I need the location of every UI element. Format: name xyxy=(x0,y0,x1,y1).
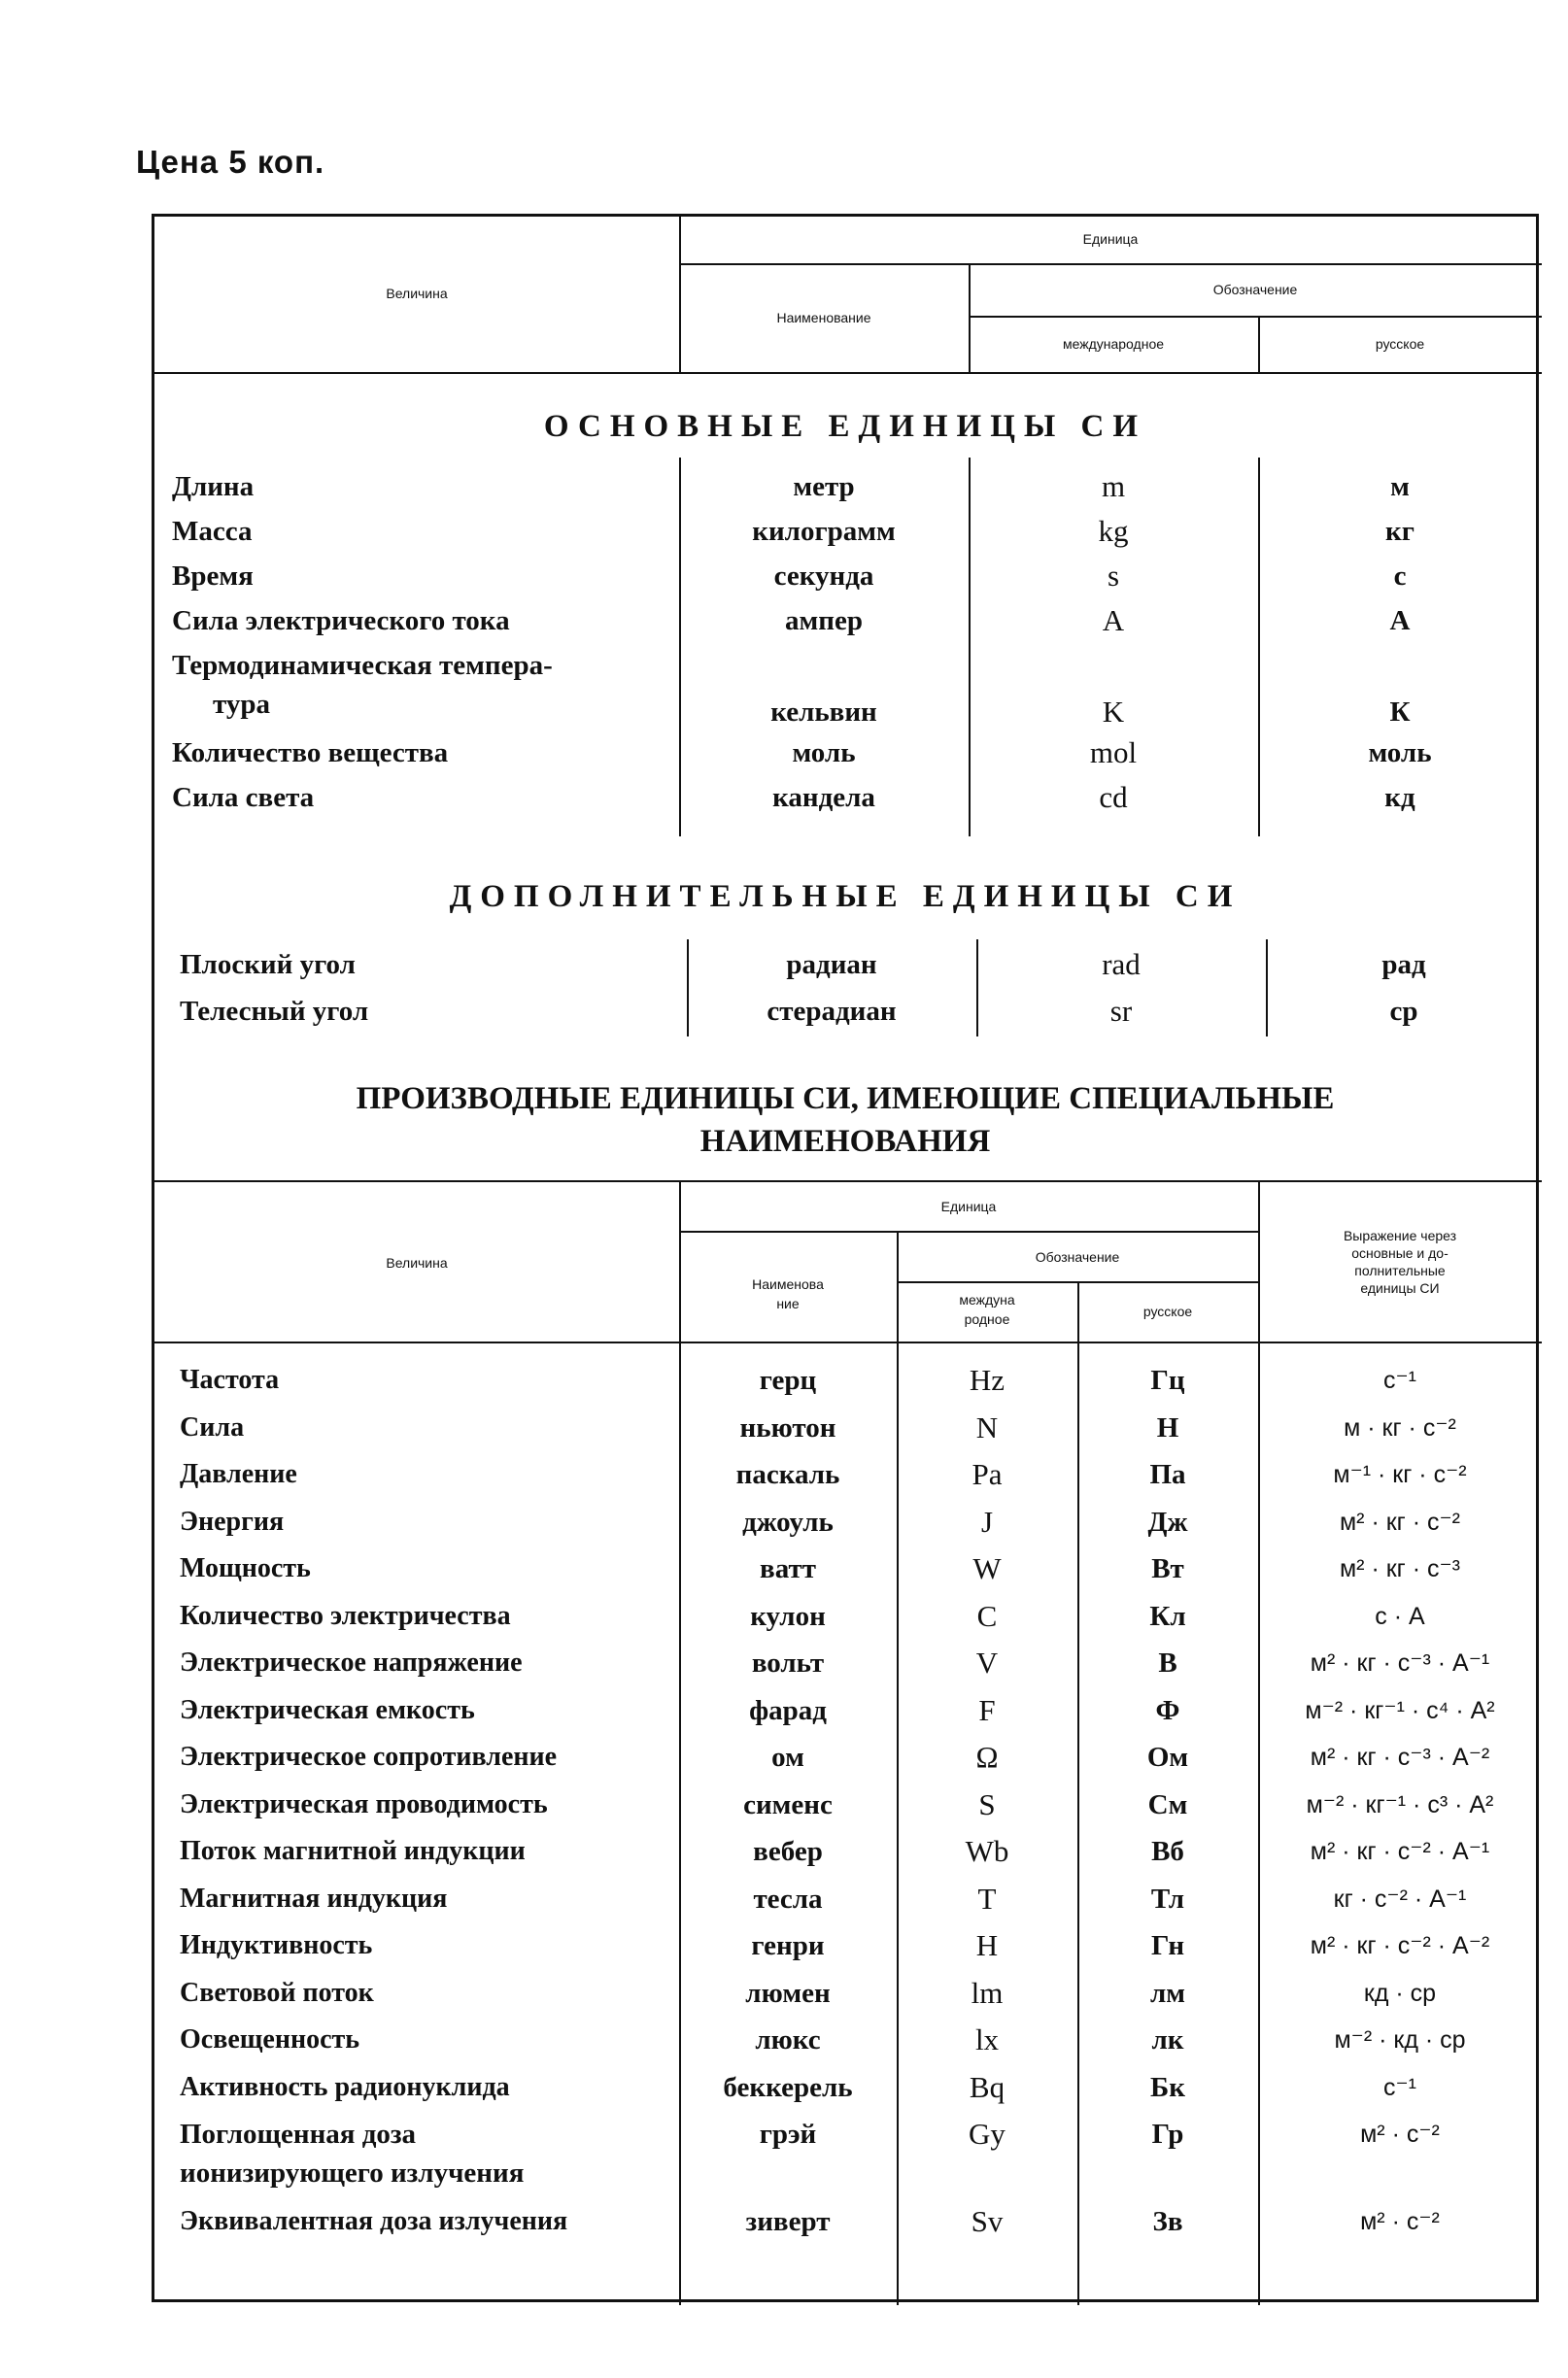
supplementary-unit-name: стерадиан xyxy=(767,996,897,1027)
derived-russian: Тл xyxy=(1150,1883,1185,1915)
base-russian: с xyxy=(1393,561,1407,592)
derived-quantity: Электрическое сопротивление xyxy=(180,1742,558,1772)
price-label: Цена 5 коп. xyxy=(136,144,325,180)
base-russian: кд xyxy=(1384,782,1415,813)
base-international: s xyxy=(1107,559,1120,593)
derived-unit-name: тесла xyxy=(753,1883,823,1915)
derived-header-expr-3: полнительные xyxy=(1354,1263,1446,1278)
derived-unit-name: паскаль xyxy=(735,1459,840,1490)
derived-unit-name: зиверт xyxy=(745,2206,831,2237)
base-unit-name: метр xyxy=(793,471,855,502)
derived-quantity: Активность радионуклида xyxy=(180,2071,510,2102)
base-russian: К xyxy=(1389,696,1411,728)
derived-units-title-line2: НАИМЕНОВАНИЯ xyxy=(699,1124,991,1159)
derived-russian: Гр xyxy=(1151,2119,1184,2150)
derived-units-title-line1: ПРОИЗВОДНЫЕ ЕДИНИЦЫ СИ, ИМЕЮЩИЕ СПЕЦИАЛЬНЫЕ xyxy=(356,1081,1335,1116)
derived-expression: м⁻² · кг⁻¹ · с⁴ · А² xyxy=(1305,1696,1495,1724)
derived-russian: Па xyxy=(1149,1459,1186,1490)
header-russian: русское xyxy=(1375,336,1425,352)
derived-quantity: Электрическое напряжение xyxy=(180,1648,523,1678)
derived-russian: Кл xyxy=(1149,1600,1186,1632)
derived-unit-name: вебер xyxy=(753,1836,823,1867)
derived-unit-name: джоуль xyxy=(742,1506,834,1538)
derived-quantity: Поглощенная доза xyxy=(180,2119,417,2150)
base-unit-name: ампер xyxy=(785,605,863,636)
derived-quantity: Электрическая проводимость xyxy=(180,1788,548,1819)
derived-quantity: Магнитная индукция xyxy=(180,1883,448,1914)
base-unit-name: килограмм xyxy=(752,516,896,547)
derived-quantity: Количество электричества xyxy=(180,1600,511,1631)
header-unit: Единица xyxy=(1082,231,1139,247)
base-international: K xyxy=(1102,695,1125,729)
derived-header-expr-4: единицы СИ xyxy=(1360,1280,1440,1296)
derived-quantity: Электрическая емкость xyxy=(180,1694,475,1725)
derived-russian: Ом xyxy=(1146,1742,1189,1773)
derived-russian: Бк xyxy=(1150,2071,1185,2103)
base-russian: кг xyxy=(1385,516,1415,547)
derived-quantity: Поток магнитной индукции xyxy=(180,1836,526,1866)
base-unit-name: кандела xyxy=(772,782,875,813)
derived-unit-name: люкс xyxy=(755,2024,821,2055)
derived-quantity: Мощность xyxy=(180,1553,311,1583)
derived-international: Bq xyxy=(969,2069,1006,2104)
derived-expression: м² · кг · с⁻³ · А⁻² xyxy=(1310,1744,1490,1771)
derived-quantity: Давление xyxy=(180,1459,297,1489)
supplementary-quantity: Плоский угол xyxy=(180,949,356,980)
base-unit-name: кельвин xyxy=(770,696,877,728)
derived-russian: Гн xyxy=(1150,1930,1185,1961)
header-quantity: Величина xyxy=(386,286,448,301)
derived-international: Gy xyxy=(969,2117,1006,2151)
supplementary-russian: ср xyxy=(1389,996,1418,1027)
derived-unit-name: герц xyxy=(759,1365,817,1396)
derived-russian: Вб xyxy=(1151,1836,1184,1867)
derived-russian: Гц xyxy=(1150,1365,1185,1396)
base-russian: моль xyxy=(1368,737,1432,768)
supplementary-unit-name: радиан xyxy=(786,949,877,980)
derived-unit-name: фарад xyxy=(749,1694,827,1726)
base-quantity: Масса xyxy=(172,516,253,547)
base-international: cd xyxy=(1099,780,1128,814)
derived-russian: В xyxy=(1158,1648,1177,1679)
derived-expression: м⁻¹ · кг · с⁻² xyxy=(1333,1461,1467,1488)
derived-russian: См xyxy=(1147,1788,1188,1820)
derived-russian: лк xyxy=(1151,2024,1184,2055)
base-russian: м xyxy=(1390,471,1410,502)
base-quantity-cont: тура xyxy=(213,689,270,720)
derived-expression: м² · кг · с⁻³ · А⁻¹ xyxy=(1310,1649,1490,1677)
derived-expression: с⁻¹ xyxy=(1382,1367,1417,1394)
derived-russian: лм xyxy=(1149,1977,1186,2009)
derived-russian: Ф xyxy=(1155,1694,1180,1726)
supplementary-international: sr xyxy=(1109,994,1133,1028)
derived-header-designation: Обозначение xyxy=(1035,1249,1120,1265)
derived-unit-name: грэй xyxy=(759,2119,817,2150)
derived-header-international-2: родное xyxy=(964,1311,1010,1327)
header-name: Наименование xyxy=(776,310,871,325)
derived-expression: кг · с⁻² · А⁻¹ xyxy=(1333,1885,1467,1913)
derived-russian: Дж xyxy=(1147,1506,1188,1538)
base-quantity: Сила света xyxy=(172,782,315,813)
derived-expression: м² · с⁻² xyxy=(1360,2208,1440,2235)
derived-unit-name: генри xyxy=(751,1930,825,1961)
derived-expression: с · А xyxy=(1375,1602,1425,1630)
header-international: международное xyxy=(1062,336,1165,352)
base-russian: А xyxy=(1389,605,1411,636)
derived-unit-name: вольт xyxy=(751,1648,825,1679)
derived-international: J xyxy=(980,1504,994,1539)
derived-quantity: Световой поток xyxy=(180,1977,374,2008)
base-unit-name: секунда xyxy=(773,561,874,592)
derived-russian: Н xyxy=(1156,1411,1179,1444)
header-designation: Обозначение xyxy=(1212,282,1298,297)
derived-russian: Зв xyxy=(1152,2206,1183,2237)
si-units-table xyxy=(152,214,1539,2302)
derived-international: Sv xyxy=(971,2204,1004,2238)
derived-international: F xyxy=(978,1692,996,1727)
base-quantity: Количество вещества xyxy=(172,737,449,768)
derived-international: N xyxy=(975,1410,999,1444)
derived-expression: м² · кг · с⁻³ xyxy=(1339,1555,1461,1582)
derived-quantity: Освещенность xyxy=(180,2024,360,2055)
derived-quantity: Индуктивность xyxy=(180,1930,373,1960)
derived-international: Ω xyxy=(975,1740,999,1774)
derived-unit-name: сименс xyxy=(743,1788,833,1820)
derived-russian: Вт xyxy=(1151,1553,1184,1584)
derived-unit-name: кулон xyxy=(750,1600,826,1632)
derived-expression: м⁻² · кг⁻¹ · с³ · А² xyxy=(1306,1790,1494,1818)
derived-international: Wb xyxy=(965,1834,1009,1868)
derived-international: lm xyxy=(971,1975,1004,2010)
derived-international: C xyxy=(976,1598,998,1633)
derived-header-name-2: ние xyxy=(776,1296,800,1311)
derived-expression: м⁻² · кд · ср xyxy=(1334,2026,1466,2054)
derived-quantity: Частота xyxy=(180,1365,280,1395)
derived-header-expr-1: Выражение через xyxy=(1343,1228,1457,1243)
derived-unit-name: ватт xyxy=(760,1553,816,1584)
derived-header-quantity: Величина xyxy=(386,1255,448,1271)
base-international: kg xyxy=(1098,514,1129,548)
derived-expression: с⁻¹ xyxy=(1382,2073,1417,2101)
base-quantity: Сила электрического тока xyxy=(172,605,510,636)
derived-unit-name: люмен xyxy=(745,1977,831,2009)
derived-expression: м² · кг · с⁻² · А⁻² xyxy=(1310,1932,1490,1959)
supplementary-units-title: ДОПОЛНИТЕЛЬНЫЕ ЕДИНИЦЫ СИ xyxy=(449,879,1242,914)
derived-unit-name: ом xyxy=(771,1742,804,1773)
supplementary-russian: рад xyxy=(1381,949,1426,980)
base-international: mol xyxy=(1089,735,1138,769)
derived-international: V xyxy=(975,1646,999,1680)
derived-header-russian: русское xyxy=(1142,1304,1193,1319)
base-international: A xyxy=(1102,603,1125,637)
base-quantity: Термодинамическая темпера- xyxy=(172,650,553,681)
derived-expression: м · кг · с⁻² xyxy=(1344,1413,1456,1442)
derived-unit-name: беккерель xyxy=(723,2071,853,2103)
derived-international: W xyxy=(972,1551,1002,1585)
derived-international: Pa xyxy=(971,1457,1003,1491)
base-units-title: ОСНОВНЫЕ ЕДИНИЦЫ СИ xyxy=(543,409,1147,444)
base-quantity: Длина xyxy=(172,471,255,502)
derived-quantity: Энергия xyxy=(180,1506,285,1537)
derived-international: H xyxy=(975,1928,999,1962)
derived-header-expr-2: основные и до- xyxy=(1351,1245,1449,1261)
derived-international: S xyxy=(978,1786,996,1821)
derived-quantity-cont: ионизирующего излучения xyxy=(180,2157,525,2189)
derived-international: lx xyxy=(974,2022,1000,2056)
derived-expression: кд · ср xyxy=(1363,1979,1437,2007)
derived-header-unit: Единица xyxy=(940,1199,997,1214)
derived-expression: м² · с⁻² xyxy=(1360,2121,1440,2148)
derived-header-international-1: междуна xyxy=(959,1292,1015,1308)
derived-expression: м² · кг · с⁻² xyxy=(1339,1508,1461,1536)
derived-unit-name: ньютон xyxy=(739,1411,836,1444)
base-quantity: Время xyxy=(172,561,254,592)
derived-header-name-1: Наименова xyxy=(752,1276,824,1292)
derived-international: T xyxy=(977,1881,997,1916)
derived-quantity: Эквивалентная доза излучения xyxy=(180,2206,568,2236)
derived-quantity: Сила xyxy=(180,1411,245,1443)
derived-expression: м² · кг · с⁻² · А⁻¹ xyxy=(1310,1838,1490,1865)
derived-international: Hz xyxy=(969,1363,1006,1397)
base-international: m xyxy=(1101,469,1126,503)
supplementary-quantity: Телесный угол xyxy=(180,996,369,1027)
base-unit-name: моль xyxy=(792,737,856,768)
supplementary-international: rad xyxy=(1102,947,1141,981)
